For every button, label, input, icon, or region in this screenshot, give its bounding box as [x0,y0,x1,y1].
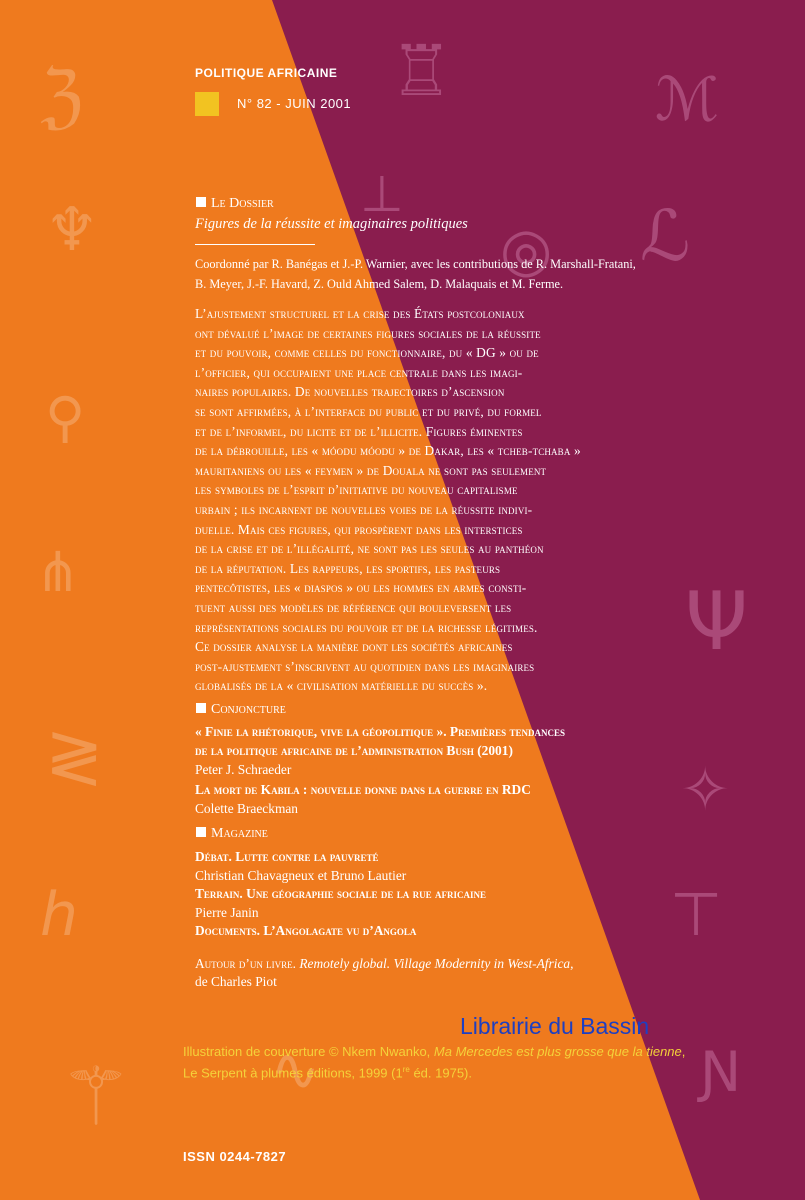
square-bullet-icon [196,827,206,837]
dossier-heading: Le Dossier [196,196,274,212]
decorative-symbol-icon: ℨ [40,55,84,137]
decorative-symbol-icon: Ɲ [700,1040,742,1104]
caption-line: Illustration de couverture © Nkem Nwanko, Ma Mercedes est plus grosse que la tienne, [183,1044,686,1059]
magazine-heading: Magazine [196,826,268,842]
abstract-line: L’ajustement structurel et la crise des États postcoloniaux [195,306,525,321]
decorative-symbol-icon: ♆ [45,195,99,265]
article-author: Peter J. Schraeder [195,762,292,777]
conjoncture-heading: Conjoncture [196,702,286,718]
decorative-symbol-icon: ℒ [640,195,691,277]
article-title: de la politique africaine de l’administration Bush (2001) [195,743,513,758]
abstract-line: de la débrouille, les « móodu móodu » de Dakar, les « tcheb-tchaba » [195,443,581,459]
magazine-list [195,848,665,992]
issn-number: ISSN 0244-7827 [183,1149,287,1164]
decorative-symbol-icon: ∿ [270,1035,321,1105]
caption-line: Le Serpent à plumes éditions, 1999 (1re éd. 1975). [183,1065,472,1081]
abstract-line: Ce dossier analyse la manière dont les sociétés africaines [195,639,513,655]
abstract-line: se sont affirmées, à l’interface du public et du privé, du formel [195,403,542,419]
abstract-line: urbain ; ils incarnent de nouvelles voies de la réussite indivi- [195,501,533,517]
journal-title: POLITIQUE AFRICAINE [195,66,338,80]
abstract-line: ont dévalué l’image de certaines figures sociales de la réussite [195,325,541,341]
decorative-symbol-icon: ♖ [390,30,453,112]
article-author: Colette Braeckman [195,801,298,816]
abstract-line: post-ajustement s’inscrivent au quotidien dans les imaginaires [195,658,535,674]
decorative-symbol-icon: ◎ [500,215,553,285]
dossier-abstract [195,304,657,696]
decorative-symbol-icon: ⋔ [35,540,82,604]
issue-number: N° 82 - JUIN 2001 [237,96,352,111]
cover-illustration-caption [183,1043,783,1082]
abstract-line: représentations sociales du pouvoir et de la richesse légitimes. [195,619,538,635]
abstract-line: de la crise et de l’illégalité, ne sont pas les seules au panthéon [195,541,544,557]
decorative-symbol-icon: ⚲ [45,385,86,449]
article-author: de Charles Piot [195,974,277,989]
abstract-line: globalisés de la « civilisation matérielle du succès ». [195,678,488,694]
abstract-line: les symboles de l’esprit d’initiative du nouveau capitalisme [195,482,518,498]
decorative-symbol-icon: ✧ [680,755,731,825]
decorative-symbol-icon: Ψ [685,575,748,668]
article-author: Christian Chavagneux et Bruno Lautier [195,867,407,883]
abstract-line: de la réputation. Les rappeurs, les sportifs, les pasteurs [195,560,501,576]
abstract-line: duelle. Mais ces figures, qui prospèrent dans les interstices [195,521,523,537]
credits-line: B. Meyer, J.-F. Havard, Z. Ould Ahmed Salem, D. Malaquais et M. Ferme. [195,277,564,291]
article-title: Débat. Lutte contre la pauvreté [195,849,379,864]
decorative-symbol-icon: ⚚ [60,1050,132,1143]
abstract-line: et de l’informel, du licite et de l’illicite. Figures éminentes [195,423,523,439]
decorative-symbol-icon: ⊥ [360,165,404,223]
square-bullet-icon [196,703,206,713]
dossier-credits [195,254,636,294]
article-title: La mort de Kabila : nouvelle donne dans la guerre en RDC [195,782,531,797]
abstract-line: l’officier, qui occupaient une place centrale dans les imagi- [195,364,523,380]
credits-line: Coordonné par R. Banégas et J.-P. Warnier, avec les contributions de R. Marshall-Fratani, [195,257,636,271]
divider [195,244,315,245]
yellow-square-icon [195,92,219,116]
book-review: Autour d’un livre. Remotely global. Village Modernity in West-Africa, [195,955,574,971]
article-title: Documents. L’Angolagate vu d’Angola [195,923,417,938]
article-author: Pierre Janin [195,904,259,920]
bookseller-watermark: Librairie du Bassin [460,1013,650,1039]
decorative-symbol-icon: ≷ [45,715,104,797]
abstract-line: tuent aussi des modèles de référence qui bouleversent les [195,599,512,615]
abstract-line: et du pouvoir, comme celles du fonctionnaire, du « DG » ou de [195,345,539,361]
abstract-line: mauritaniens ou les « feymen » de Douala ne sont pas seulement [195,462,547,478]
decorative-symbol-icon: ⊤ [670,880,723,950]
article-title: « Finie la rhétorique, vive la géopolitique ». Premières tendances [195,724,565,739]
square-bullet-icon [196,197,206,207]
abstract-line: pentecôtistes, les « diaspos » ou les hommes en armes consti- [195,580,527,596]
article-title: Terrain. Une géographie sociale de la rue africaine [195,886,486,901]
dossier-title: Figures de la réussite et imaginaires politiques [195,216,468,232]
conjoncture-list [195,722,665,818]
decorative-symbol-icon: ℎ [40,880,79,950]
decorative-symbol-icon: ℳ [655,65,720,135]
abstract-line: naires populaires. De nouvelles trajectoires d’ascension [195,384,505,400]
